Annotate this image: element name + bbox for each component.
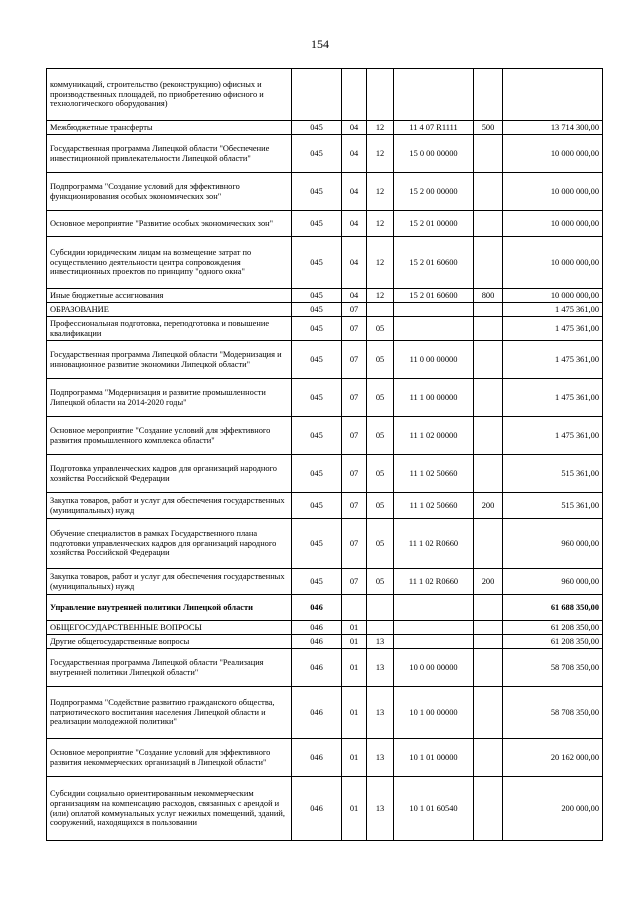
row-name: Закупка товаров, работ и услуг для обеспечения государственных (муниципальных) нужд [47, 493, 292, 519]
row-name: Управление внутренней политики Липецкой области [47, 595, 292, 621]
row-section: 07 [342, 569, 367, 595]
table-row [47, 135, 603, 173]
row-sum: 1 475 361,00 [503, 341, 603, 379]
row-subsection: 05 [367, 519, 394, 569]
row-target: 11 1 02 R0660 [394, 569, 474, 595]
row-subsection: 12 [367, 173, 394, 211]
table-row [47, 739, 603, 777]
row-code: 045 [292, 455, 342, 493]
row-code: 045 [292, 289, 342, 303]
row-name: ОБРАЗОВАНИЕ [47, 303, 292, 317]
row-code: 046 [292, 687, 342, 739]
row-name: Профессиональная подготовка, переподготовка и повышение квалификации [47, 317, 292, 341]
row-section [342, 69, 367, 121]
row-sum: 1 475 361,00 [503, 379, 603, 417]
row-code: 045 [292, 569, 342, 595]
row-section: 01 [342, 621, 367, 635]
row-sum: 960 000,00 [503, 569, 603, 595]
table-row [47, 455, 603, 493]
table-row [47, 173, 603, 211]
table-row [47, 687, 603, 739]
row-subsection: 05 [367, 455, 394, 493]
row-section: 04 [342, 173, 367, 211]
row-sum: 10 000 000,00 [503, 173, 603, 211]
table-row [47, 341, 603, 379]
row-sum: 10 000 000,00 [503, 237, 603, 289]
row-code [292, 69, 342, 121]
table-row [47, 379, 603, 417]
row-section: 04 [342, 211, 367, 237]
row-subsection: 13 [367, 687, 394, 739]
row-target: 11 1 00 00000 [394, 379, 474, 417]
row-target [394, 595, 474, 621]
row-sum: 200 000,00 [503, 777, 603, 841]
row-name: Субсидии социально ориентированным некоммерческим организациям на компенсацию расходов, связанных с арендой и (или) оплатой коммунальных услуг нежилых помещений, зданий, сооружений, находящихся в пользовании [47, 777, 292, 841]
row-expense-type [474, 303, 503, 317]
row-expense-type [474, 687, 503, 739]
row-section: 01 [342, 687, 367, 739]
table-body [47, 69, 603, 841]
row-sum: 58 708 350,00 [503, 687, 603, 739]
row-section: 01 [342, 777, 367, 841]
table-row [47, 237, 603, 289]
row-expense-type [474, 211, 503, 237]
row-expense-type [474, 635, 503, 649]
row-name: Закупка товаров, работ и услуг для обеспечения государственных (муниципальных) нужд [47, 569, 292, 595]
row-code: 046 [292, 739, 342, 777]
row-name: ОБЩЕГОСУДАРСТВЕННЫЕ ВОПРОСЫ [47, 621, 292, 635]
row-sum: 960 000,00 [503, 519, 603, 569]
row-name: Иные бюджетные ассигнования [47, 289, 292, 303]
row-sum: 515 361,00 [503, 455, 603, 493]
table-row [47, 121, 603, 135]
row-name: Основное мероприятие "Развитие особых экономических зон" [47, 211, 292, 237]
row-sum: 1 475 361,00 [503, 303, 603, 317]
row-name: Основное мероприятие "Создание условий для эффективного развития промышленного комплекса области" [47, 417, 292, 455]
row-sum: 61 208 350,00 [503, 621, 603, 635]
table-row [47, 289, 603, 303]
row-expense-type: 500 [474, 121, 503, 135]
row-expense-type [474, 237, 503, 289]
row-expense-type [474, 317, 503, 341]
row-name: Государственная программа Липецкой области "Модернизация и инновационное развитие экономики Липецкой области" [47, 341, 292, 379]
row-target [394, 303, 474, 317]
row-sum: 10 000 000,00 [503, 211, 603, 237]
table-row [47, 69, 603, 121]
row-subsection: 13 [367, 777, 394, 841]
row-subsection: 05 [367, 341, 394, 379]
row-expense-type [474, 341, 503, 379]
table-row [47, 317, 603, 341]
row-target: 11 0 00 00000 [394, 341, 474, 379]
row-sum: 13 714 300,00 [503, 121, 603, 135]
row-subsection: 13 [367, 649, 394, 687]
row-name: Государственная программа Липецкой области "Обеспечение инвестиционной привлекательности Липецкой области" [47, 135, 292, 173]
row-target: 10 1 00 00000 [394, 687, 474, 739]
row-subsection: 05 [367, 569, 394, 595]
row-section: 07 [342, 455, 367, 493]
row-subsection: 12 [367, 237, 394, 289]
row-target: 10 1 01 00000 [394, 739, 474, 777]
row-section: 04 [342, 135, 367, 173]
row-section: 07 [342, 379, 367, 417]
row-section: 07 [342, 417, 367, 455]
row-code: 045 [292, 341, 342, 379]
row-code: 045 [292, 135, 342, 173]
row-code: 046 [292, 621, 342, 635]
row-section: 01 [342, 635, 367, 649]
table-row [47, 569, 603, 595]
row-expense-type [474, 777, 503, 841]
row-subsection: 13 [367, 739, 394, 777]
row-target: 15 2 01 60600 [394, 237, 474, 289]
row-expense-type [474, 649, 503, 687]
row-subsection: 05 [367, 417, 394, 455]
row-name: Другие общегосударственные вопросы [47, 635, 292, 649]
row-expense-type [474, 69, 503, 121]
row-sum: 61 688 350,00 [503, 595, 603, 621]
row-expense-type [474, 417, 503, 455]
row-subsection: 05 [367, 379, 394, 417]
row-target: 11 1 02 R0660 [394, 519, 474, 569]
row-target [394, 317, 474, 341]
row-subsection [367, 621, 394, 635]
row-subsection: 05 [367, 317, 394, 341]
row-section: 07 [342, 317, 367, 341]
row-expense-type [474, 455, 503, 493]
table-row [47, 621, 603, 635]
table-row [47, 211, 603, 237]
row-sum: 515 361,00 [503, 493, 603, 519]
row-target: 15 0 00 00000 [394, 135, 474, 173]
row-code: 045 [292, 493, 342, 519]
row-expense-type [474, 135, 503, 173]
row-subsection: 12 [367, 289, 394, 303]
row-section: 07 [342, 519, 367, 569]
row-expense-type [474, 173, 503, 211]
row-section [342, 595, 367, 621]
row-expense-type: 200 [474, 493, 503, 519]
row-target: 11 1 02 50660 [394, 493, 474, 519]
row-code: 045 [292, 121, 342, 135]
row-subsection: 12 [367, 121, 394, 135]
row-name: коммуникаций, строительство (реконструкцию) офисных и производственных площадей, по приобретению офисного и технологического оборудования) [47, 69, 292, 121]
row-code: 045 [292, 211, 342, 237]
row-expense-type [474, 379, 503, 417]
row-expense-type [474, 621, 503, 635]
table-row [47, 595, 603, 621]
row-subsection [367, 303, 394, 317]
row-sum: 1 475 361,00 [503, 317, 603, 341]
row-code: 046 [292, 777, 342, 841]
row-section: 07 [342, 303, 367, 317]
row-section: 04 [342, 289, 367, 303]
row-subsection: 12 [367, 135, 394, 173]
row-target: 15 2 00 00000 [394, 173, 474, 211]
row-section: 01 [342, 649, 367, 687]
row-target: 15 2 01 60600 [394, 289, 474, 303]
row-target: 15 2 01 00000 [394, 211, 474, 237]
row-sum: 1 475 361,00 [503, 417, 603, 455]
row-code: 045 [292, 519, 342, 569]
row-code: 045 [292, 379, 342, 417]
row-sum [503, 69, 603, 121]
row-code: 046 [292, 595, 342, 621]
row-subsection: 05 [367, 493, 394, 519]
row-code: 046 [292, 635, 342, 649]
row-expense-type [474, 739, 503, 777]
table-row [47, 635, 603, 649]
row-sum: 10 000 000,00 [503, 289, 603, 303]
row-target [394, 621, 474, 635]
row-target: 10 1 01 60540 [394, 777, 474, 841]
row-target: 11 1 02 50660 [394, 455, 474, 493]
budget-table [46, 68, 603, 841]
row-target [394, 69, 474, 121]
row-expense-type [474, 519, 503, 569]
row-section: 07 [342, 341, 367, 379]
table-row [47, 303, 603, 317]
row-expense-type: 200 [474, 569, 503, 595]
row-name: Основное мероприятие "Создание условий для эффективного развития некоммерческих организаций в Липецкой области" [47, 739, 292, 777]
row-code: 045 [292, 173, 342, 211]
row-sum: 20 162 000,00 [503, 739, 603, 777]
table-row [47, 417, 603, 455]
row-expense-type: 800 [474, 289, 503, 303]
row-sum: 58 708 350,00 [503, 649, 603, 687]
row-subsection [367, 69, 394, 121]
row-name: Государственная программа Липецкой области "Реализация внутренней политики Липецкой области" [47, 649, 292, 687]
row-section: 07 [342, 493, 367, 519]
row-code: 045 [292, 317, 342, 341]
page-number: 154 [311, 37, 329, 51]
row-code: 045 [292, 237, 342, 289]
row-name: Подпрограмма "Модернизация и развитие промышленности Липецкой области на 2014-2020 годы" [47, 379, 292, 417]
row-subsection [367, 595, 394, 621]
row-sum: 10 000 000,00 [503, 135, 603, 173]
row-code: 046 [292, 649, 342, 687]
row-target: 10 0 00 00000 [394, 649, 474, 687]
table-row [47, 493, 603, 519]
row-section: 04 [342, 237, 367, 289]
row-sum: 61 208 350,00 [503, 635, 603, 649]
table-row [47, 519, 603, 569]
row-subsection: 13 [367, 635, 394, 649]
row-target: 11 1 02 00000 [394, 417, 474, 455]
row-name: Субсидии юридическим лицам на возмещение затрат по осуществлению деятельности центра сопровождения инвестиционных проектов по принципу "одного окна" [47, 237, 292, 289]
row-name: Межбюджетные трансферты [47, 121, 292, 135]
row-name: Обучение специалистов в рамках Государственного плана подготовки управленческих кадров для организаций народного хозяйства Российской Федерации [47, 519, 292, 569]
row-code: 045 [292, 303, 342, 317]
row-target [394, 635, 474, 649]
row-name: Подпрограмма "Содействие развитию гражданского общества, патриотического воспитания населения Липецкой области и реализации молодежной политики" [47, 687, 292, 739]
table-row [47, 777, 603, 841]
row-name: Подпрограмма "Создание условий для эффективного функционирования особых экономических зон" [47, 173, 292, 211]
row-section: 04 [342, 121, 367, 135]
table-row [47, 649, 603, 687]
row-subsection: 12 [367, 211, 394, 237]
row-code: 045 [292, 417, 342, 455]
row-name: Подготовка управленческих кадров для организаций народного хозяйства Российской Федерации [47, 455, 292, 493]
row-expense-type [474, 595, 503, 621]
row-target: 11 4 07 R1111 [394, 121, 474, 135]
row-section: 01 [342, 739, 367, 777]
